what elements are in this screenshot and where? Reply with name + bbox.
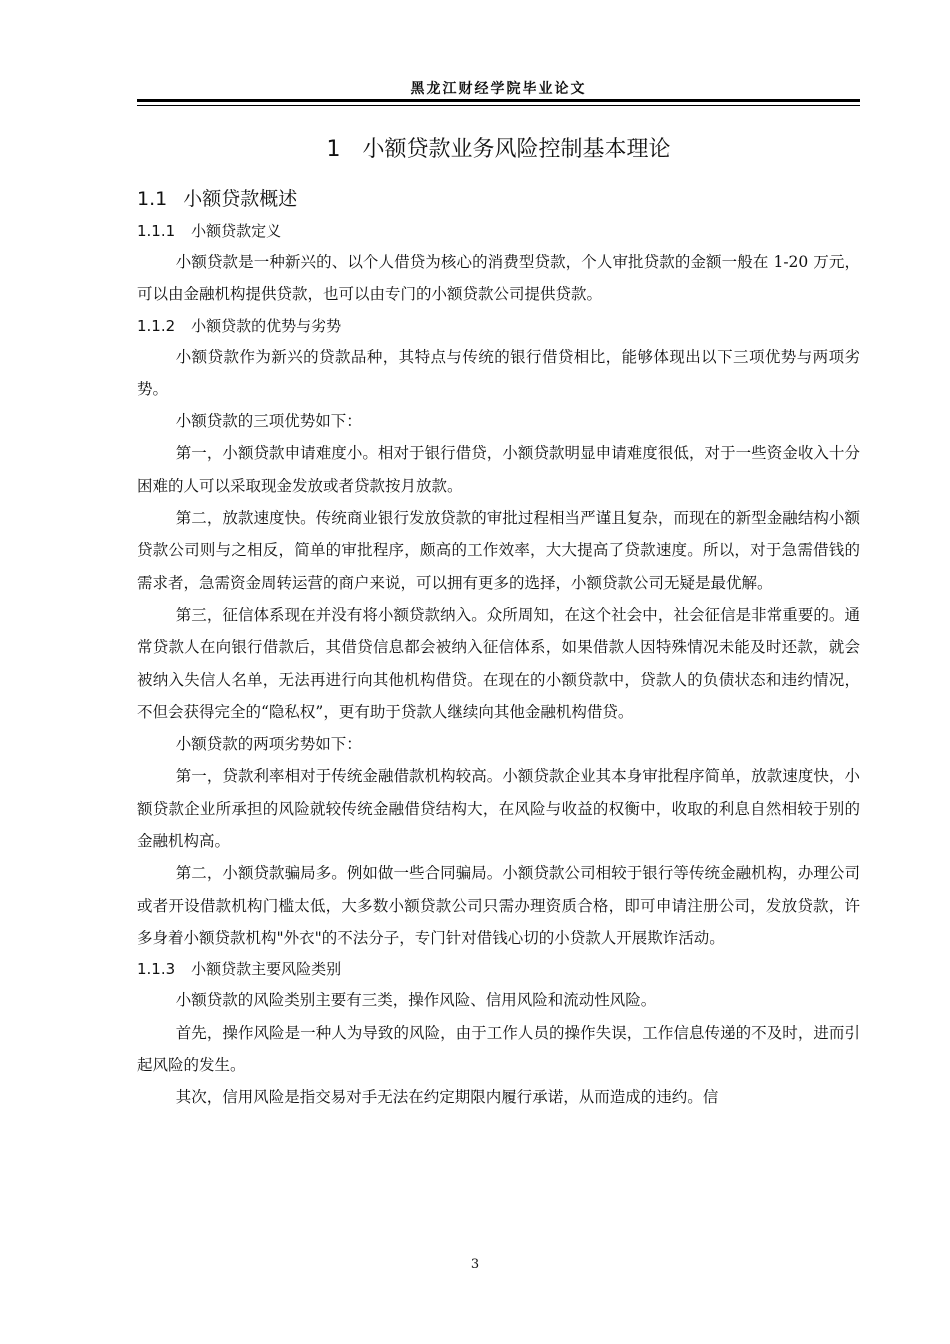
paragraph-risk-types: 小额贷款的风险类别主要有三类，操作风险、信用风险和流动性风险。 <box>175 991 657 1010</box>
subsection-number: 1.1.2 <box>137 316 176 335</box>
subsection-title: 小额贷款的优势与劣势 <box>191 316 342 335</box>
paragraph-advantage-2: 第二，放款速度快。传统商业银行发放贷款的审批过程相当严谨且复杂，而现在的新型金融结构小额贷款公司则与之相反，简单的审批程序，颇高的工作效率，大大提高了贷款速度。所以，对于急需借钱的需求者，急需资金周转运营的商户来说，可以拥有更多的选择，小额贷款公司无疑是最优解。 <box>137 509 860 592</box>
paragraph-credit-risk: 其次，信用风险是指交易对手无法在约定期限内履行承诺，从而造成的违约。信 <box>175 1088 719 1107</box>
subsection-number: 1.1.1 <box>137 222 176 240</box>
section-1-1-heading <box>137 182 860 216</box>
page-header <box>137 74 860 110</box>
paragraph-advantage-1: 第一，小额贷款申请难度小。相对于银行借贷，小额贷款明显申请难度很低，对于一些资金收入十分困难的人可以采取现金发放或者贷款按月放款。 <box>137 444 860 495</box>
section-title: 小额贷款概述 <box>183 188 298 210</box>
paragraph-disadvantage-2: 第二，小额贷款骗局多。例如做一些合同骗局。小额贷款公司相较于银行等传统金融机构，办理公司或者开设借款机构门槛太低，大多数小额贷款公司只需办理资质合格，即可申请注册公司，发放贷款，许多身着小额贷款机构"外衣"的不法分子，专门针对借钱心切的小贷款人开展欺诈活动。 <box>137 864 860 947</box>
chapter-title <box>137 130 860 170</box>
header-title: 黑龙江财经学院毕业论文 <box>410 81 587 97</box>
paragraph-advantage-3: 第三，征信体系现在并没有将小额贷款纳入。众所周知，在这个社会中，社会征信是非常重要的。通常贷款人在向银行借款后，其借贷信息都会被纳入征信体系，如果借款人因特殊情况未能及时还款，就会被纳入失信人名单，无法再进行向其他机构借贷。在现在的小额贷款中，贷款人的负债状态和违约情况，不但会获得完全的“隐私权”，更有助于贷款人继续向其他金融机构借贷。 <box>137 605 860 721</box>
paragraph-intro: 小额贷款作为新兴的贷款品种，其特点与传统的银行借贷相比，能够体现出以下三项优势与两项劣势。 <box>137 347 860 398</box>
paragraph-operational-risk: 首先，操作风险是一种人为导致的风险，由于工作人员的操作失误，工作信息传递的不及时，进而引起风险的发生。 <box>137 1023 860 1074</box>
chapter-title-text: 小额贷款业务风险控制基本理论 <box>362 137 671 162</box>
page-number: 3 <box>470 1257 480 1272</box>
chapter-number: 1 <box>326 137 341 162</box>
page-body <box>137 130 860 1113</box>
paragraph-advantages-lead: 小额贷款的三项优势如下： <box>175 412 362 431</box>
subsection-1-1-3-heading <box>137 954 860 984</box>
paragraph-disadvantages-lead: 小额贷款的两项劣势如下： <box>175 735 362 754</box>
section-number: 1.1 <box>137 188 168 210</box>
paragraph-disadvantage-1: 第一，贷款利率相对于传统金融借款机构较高。小额贷款企业其本身审批程序简单，放款速度快，小额贷款企业所承担的风险就较传统金融借贷结构大，在风险与收益的权衡中，收取的利息自然相较于别的金融机构高。 <box>137 767 860 851</box>
subsection-title: 小额贷款主要风险类别 <box>191 960 342 979</box>
subsection-1-1-2-heading <box>137 311 860 341</box>
subsection-title: 小额贷款定义 <box>191 222 282 240</box>
subsection-1-1-1-heading <box>137 216 860 246</box>
header-rule-thin <box>137 105 860 106</box>
paragraph-definition: 小额贷款是一种新兴的、以个人借贷为核心的消费型贷款，个人审批贷款的金额一般在 1-20 万元，可以由金融机构提供贷款，也可以由专门的小额贷款公司提供贷款。 <box>137 253 860 304</box>
subsection-number: 1.1.3 <box>137 960 176 979</box>
header-rule-thick <box>137 99 860 102</box>
